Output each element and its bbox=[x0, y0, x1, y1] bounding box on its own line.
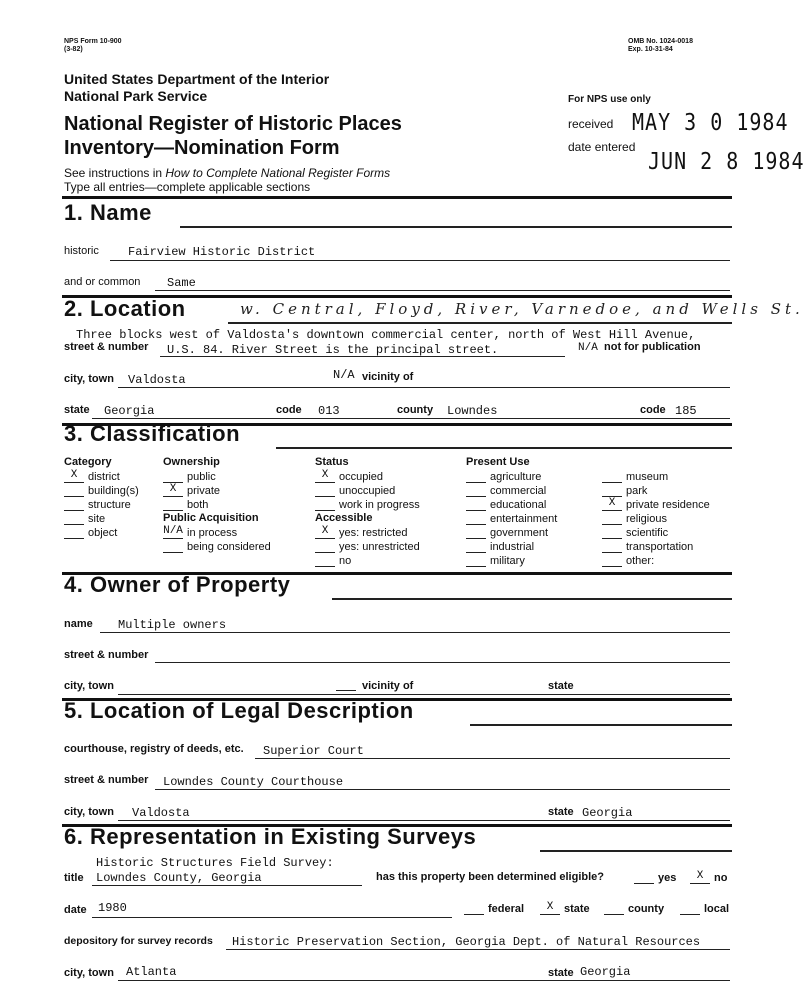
street-label: street & number bbox=[64, 341, 149, 353]
field-line bbox=[92, 917, 452, 918]
courthouse-label: courthouse, registry of deeds, etc. bbox=[64, 743, 244, 755]
section-6-title: 6. Representation in Existing Surveys bbox=[64, 824, 477, 849]
present-use-mark bbox=[466, 526, 486, 539]
handwritten-streets: w. Central, Floyd, River, Varnedoe, and Wells St. bbox=[240, 300, 804, 318]
legal-state-label: state bbox=[548, 806, 574, 818]
present-use-option bbox=[466, 540, 534, 553]
accessible-mark bbox=[315, 554, 335, 567]
section-rule bbox=[180, 226, 732, 228]
status-label: occupied bbox=[339, 471, 384, 483]
present-use-label: government bbox=[490, 527, 549, 539]
category-label: structure bbox=[88, 499, 131, 511]
section-3-title: 3. Classification bbox=[64, 421, 241, 446]
survey-title-label: title bbox=[64, 872, 84, 884]
vicinity-label: vicinity of bbox=[362, 371, 414, 383]
historic-value: Fairview Historic District bbox=[128, 245, 316, 259]
field-line bbox=[226, 949, 730, 950]
field-line bbox=[160, 356, 565, 357]
survey-city-value: Atlanta bbox=[126, 965, 177, 979]
ownership-mark bbox=[163, 498, 183, 511]
eligible-yes-mark bbox=[634, 871, 654, 884]
owner-street-label: street & number bbox=[64, 649, 149, 661]
ownership-label: public bbox=[187, 471, 216, 483]
present-use-option bbox=[602, 526, 668, 539]
accessible-label: no bbox=[339, 555, 352, 567]
field-line bbox=[100, 632, 730, 633]
present-use-mark bbox=[466, 540, 486, 553]
legal-city-label: city, town bbox=[64, 806, 114, 818]
present-use-label: other: bbox=[626, 555, 655, 567]
ownership-mark bbox=[163, 470, 183, 483]
present-use-option bbox=[602, 512, 667, 525]
status-mark bbox=[315, 484, 335, 497]
present-use-label: religious bbox=[626, 513, 667, 525]
present-use-mark bbox=[602, 526, 622, 539]
county-value: Lowndes bbox=[447, 404, 498, 418]
common-label: and or common bbox=[64, 276, 141, 288]
category-mark bbox=[64, 498, 84, 511]
section-4-title: 4. Owner of Property bbox=[64, 572, 291, 597]
category-mark bbox=[64, 526, 84, 539]
field-line bbox=[255, 758, 730, 759]
section-2-title: 2. Location bbox=[64, 296, 186, 321]
accessible-option bbox=[315, 554, 351, 567]
status-mark: X bbox=[315, 470, 335, 483]
eligible-no-mark: X bbox=[690, 871, 710, 884]
present-use-label: industrial bbox=[490, 541, 535, 553]
form-title-line2: Inventory—Nomination Form bbox=[64, 137, 340, 159]
accessible-label: yes: unrestricted bbox=[339, 541, 420, 553]
field-line bbox=[92, 885, 362, 886]
legal-city-value: Valdosta bbox=[132, 806, 190, 820]
present-use-option bbox=[466, 498, 546, 511]
present-use-option bbox=[602, 554, 654, 567]
accessible-option bbox=[315, 540, 420, 553]
vicinity-blank bbox=[336, 690, 356, 691]
present-use-mark bbox=[602, 484, 622, 497]
status-option bbox=[315, 498, 420, 511]
owner-state-label: state bbox=[548, 680, 574, 692]
present-use-option bbox=[466, 484, 546, 497]
acquisition-label: in process bbox=[187, 527, 238, 539]
field-line bbox=[155, 789, 730, 790]
category-option bbox=[64, 470, 120, 483]
present-use-mark bbox=[466, 498, 486, 511]
ownership-mark: X bbox=[163, 484, 183, 497]
code-label: code bbox=[276, 404, 302, 416]
owner-city-label: city, town bbox=[64, 680, 114, 692]
field-line bbox=[92, 418, 730, 419]
ownership-option bbox=[163, 498, 208, 511]
category-option bbox=[64, 512, 105, 525]
present-use-option bbox=[602, 484, 647, 497]
present-use-option bbox=[466, 470, 541, 483]
federal-mark bbox=[464, 902, 484, 915]
present-use-label: agriculture bbox=[490, 471, 542, 483]
accessible-heading: Accessible bbox=[315, 512, 373, 524]
section-5-title: 5. Location of Legal Description bbox=[64, 698, 414, 723]
section-rule bbox=[540, 850, 732, 852]
present-use-heading: Present Use bbox=[466, 456, 530, 468]
acquisition-label: being considered bbox=[187, 541, 271, 553]
present-use-label: scientific bbox=[626, 527, 669, 539]
survey-date-label: date bbox=[64, 904, 87, 916]
ownership-option bbox=[163, 484, 220, 497]
owner-vicinity-label: vicinity of bbox=[362, 680, 414, 692]
received-label: received bbox=[568, 117, 614, 131]
section-rule bbox=[276, 447, 732, 449]
depository-value: Historic Preservation Section, Georgia Dept. of Natural Resources bbox=[232, 935, 701, 949]
field-line bbox=[118, 980, 730, 981]
category-option bbox=[64, 526, 117, 539]
present-use-option bbox=[466, 554, 525, 567]
date-entered-label: date entered bbox=[568, 140, 636, 154]
category-mark bbox=[64, 512, 84, 525]
state-label: state bbox=[64, 404, 90, 416]
ownership-option bbox=[163, 470, 216, 483]
state-value: Georgia bbox=[104, 404, 155, 418]
county-code-label: code bbox=[640, 404, 666, 416]
present-use-label: educational bbox=[490, 499, 547, 511]
present-use-mark bbox=[602, 540, 622, 553]
not-for-publication-label: not for publication bbox=[604, 341, 701, 353]
present-use-mark: X bbox=[602, 498, 622, 511]
survey-city-label: city, town bbox=[64, 967, 114, 979]
category-heading: Category bbox=[64, 456, 112, 468]
survey-state-value: Georgia bbox=[580, 965, 631, 979]
category-label: site bbox=[88, 513, 106, 525]
legal-street-value: Lowndes County Courthouse bbox=[163, 775, 344, 789]
survey-date-value: 1980 bbox=[98, 901, 127, 915]
level-county: county bbox=[604, 902, 664, 915]
omb-number: OMB No. 1024-0018 bbox=[628, 38, 693, 45]
ownership-label: private bbox=[187, 485, 221, 497]
field-line bbox=[118, 820, 730, 821]
form-date: (3-82) bbox=[64, 46, 83, 53]
present-use-label: private residence bbox=[626, 499, 710, 511]
status-option bbox=[315, 484, 395, 497]
section-1-title: 1. Name bbox=[64, 200, 152, 225]
present-use-label: transportation bbox=[626, 541, 694, 553]
present-use-mark bbox=[602, 554, 622, 567]
present-use-label: commercial bbox=[490, 485, 547, 497]
category-option bbox=[64, 484, 139, 497]
state-mark: X bbox=[540, 902, 560, 915]
date-entered-stamp: JUN 2 8 1984 bbox=[648, 147, 805, 175]
street-value: U.S. 84. River Street is the principal street. bbox=[167, 343, 499, 357]
accessible-mark bbox=[315, 540, 335, 553]
historic-label: historic bbox=[64, 245, 99, 257]
level-federal: federal bbox=[464, 902, 524, 915]
present-use-mark bbox=[466, 554, 486, 567]
for-nps-use: For NPS use only bbox=[568, 94, 651, 105]
status-heading: Status bbox=[315, 456, 349, 468]
present-use-mark bbox=[466, 512, 486, 525]
county-label: county bbox=[397, 404, 434, 416]
section-rule bbox=[470, 724, 732, 726]
status-option bbox=[315, 470, 383, 483]
present-use-option bbox=[602, 540, 693, 553]
instructions-line2: Type all entries—complete applicable sections bbox=[64, 180, 311, 194]
not-for-publication-mark: N/A bbox=[578, 342, 598, 354]
section-rule bbox=[332, 598, 732, 600]
local-mark bbox=[680, 902, 700, 915]
acquisition-option bbox=[163, 540, 271, 553]
field-line bbox=[118, 694, 730, 695]
courthouse-value: Superior Court bbox=[263, 744, 364, 758]
city-value: Valdosta bbox=[128, 373, 186, 387]
county-mark bbox=[604, 902, 624, 915]
field-line bbox=[118, 387, 730, 388]
accessible-label: yes: restricted bbox=[339, 527, 408, 539]
eligible-yes: yes bbox=[634, 871, 676, 884]
present-use-label: park bbox=[626, 485, 648, 497]
public-acquisition-heading: Public Acquisition bbox=[163, 512, 259, 524]
survey-title-value: Lowndes County, Georgia bbox=[96, 871, 262, 885]
instructions-line1: See instructions in How to Complete National Register Forms bbox=[64, 166, 391, 180]
county-code-value: 185 bbox=[675, 404, 697, 418]
received-stamp: MAY 3 0 1984 bbox=[632, 108, 789, 136]
department-name: United States Department of the Interior bbox=[64, 71, 330, 87]
present-use-label: military bbox=[490, 555, 525, 567]
location-line1: Three blocks west of Valdosta's downtown commercial center, north of West Hill Avenue, bbox=[76, 328, 696, 342]
survey-title-line1: Historic Structures Field Survey: bbox=[96, 856, 334, 870]
accessible-mark: X bbox=[315, 526, 335, 539]
acquisition-mark: N/A bbox=[163, 525, 183, 537]
level-local: local bbox=[680, 902, 729, 915]
field-line bbox=[155, 662, 730, 663]
vicinity-mark: N/A bbox=[333, 368, 355, 382]
category-mark: X bbox=[64, 470, 84, 483]
present-use-option bbox=[602, 470, 668, 483]
present-use-mark bbox=[466, 470, 486, 483]
present-use-mark bbox=[602, 512, 622, 525]
present-use-label: entertainment bbox=[490, 513, 558, 525]
acquisition-option bbox=[163, 526, 237, 539]
section-divider bbox=[62, 196, 732, 199]
owner-name-value: Multiple owners bbox=[118, 618, 227, 632]
eligible-label: has this property been determined eligible? bbox=[376, 871, 604, 883]
owner-name-label: name bbox=[64, 618, 93, 630]
form-number: NPS Form 10-900 bbox=[64, 38, 122, 45]
present-use-mark bbox=[602, 470, 622, 483]
category-label: building(s) bbox=[88, 485, 139, 497]
field-line bbox=[155, 290, 730, 291]
acquisition-mark bbox=[163, 540, 183, 553]
status-label: unoccupied bbox=[339, 485, 396, 497]
present-use-mark bbox=[466, 484, 486, 497]
depository-label: depository for survey records bbox=[64, 935, 213, 947]
field-line bbox=[110, 260, 730, 261]
section-rule bbox=[228, 322, 732, 324]
service-name: National Park Service bbox=[64, 88, 208, 104]
form-title-line1: National Register of Historic Places bbox=[64, 113, 402, 135]
survey-state-label: state bbox=[548, 967, 574, 979]
present-use-option bbox=[466, 512, 557, 525]
present-use-label: museum bbox=[626, 471, 669, 483]
category-label: district bbox=[88, 471, 120, 483]
expiration-date: Exp. 10-31-84 bbox=[628, 46, 673, 53]
status-label: work in progress bbox=[339, 499, 420, 511]
level-state: X state bbox=[540, 902, 590, 915]
common-value: Same bbox=[167, 276, 196, 290]
code-value: 013 bbox=[318, 404, 340, 418]
legal-state-value: Georgia bbox=[582, 806, 633, 820]
accessible-option bbox=[315, 526, 407, 539]
city-label: city, town bbox=[64, 373, 114, 385]
legal-street-label: street & number bbox=[64, 774, 149, 786]
category-mark bbox=[64, 484, 84, 497]
eligible-no: X no bbox=[690, 871, 727, 884]
status-mark bbox=[315, 498, 335, 511]
ownership-heading: Ownership bbox=[163, 456, 220, 468]
category-option bbox=[64, 498, 131, 511]
present-use-option bbox=[466, 526, 548, 539]
ownership-label: both bbox=[187, 499, 209, 511]
category-label: object bbox=[88, 527, 118, 539]
present-use-option bbox=[602, 498, 710, 511]
